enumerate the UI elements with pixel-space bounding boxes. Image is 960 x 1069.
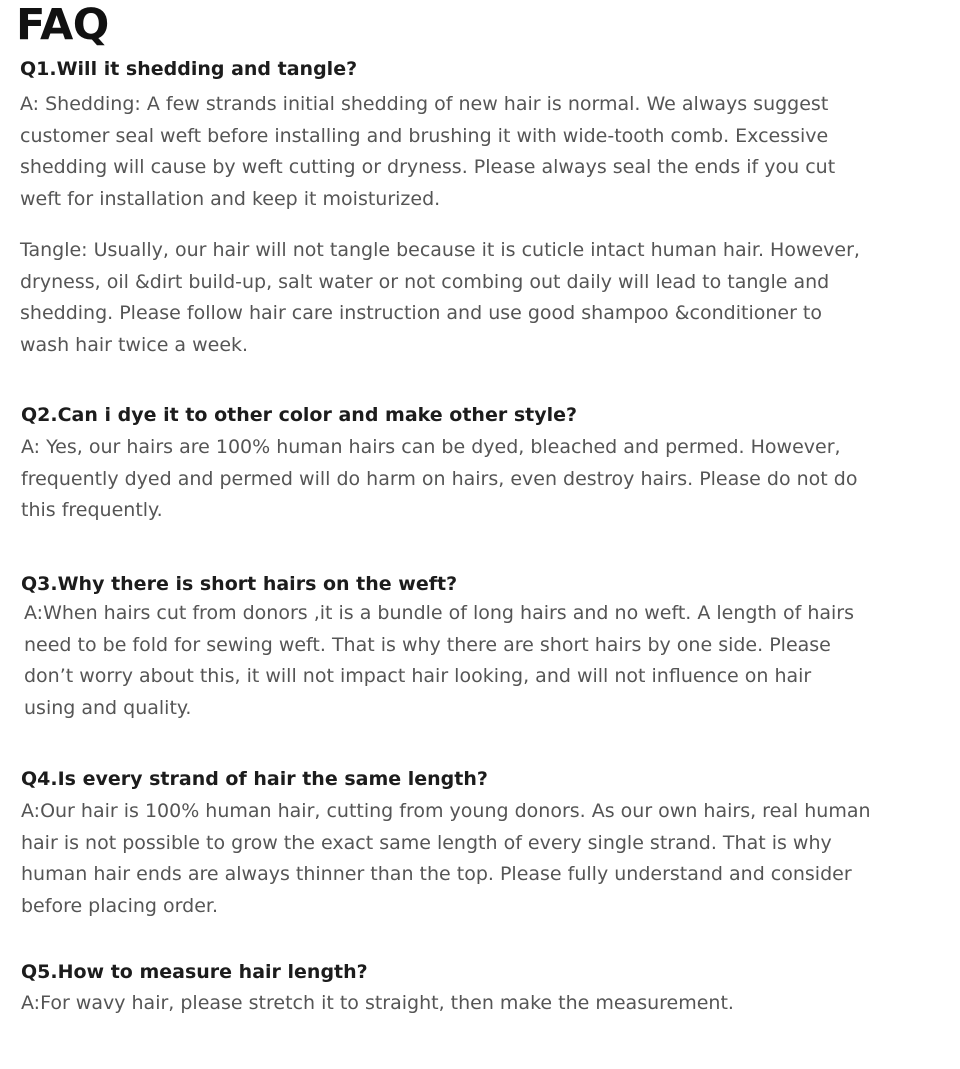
faq-answer-5 xyxy=(21,988,734,1020)
faq-answer-1-shedding xyxy=(20,89,835,215)
answer-line: A: Yes, our hairs are 100% human hairs can be dyed, bleached and permed. However, xyxy=(21,436,841,458)
faq-answer-2 xyxy=(21,432,857,527)
answer-line: before placing order. xyxy=(21,894,218,917)
answer-line: customer seal weft before installing and brushing it with wide-tooth comb. Excessive xyxy=(20,124,829,147)
faq-answer-3 xyxy=(24,598,854,724)
answer-line: don’t worry about this, it will not impact hair looking, and will not influence on hair xyxy=(24,665,812,687)
answer-line: A:Our hair is 100% human hair, cutting from young donors. As our own hairs, real human xyxy=(21,800,871,822)
answer-line: A:For wavy hair, please stretch it to straight, then make the measurement. xyxy=(21,992,734,1014)
page-title: FAQ xyxy=(16,0,109,50)
answer-line: wash hair twice a week. xyxy=(20,333,249,356)
faq-question-5: Q5.How to measure hair length? xyxy=(21,961,368,983)
faq-answer-1-tangle xyxy=(20,235,860,361)
answer-line: human hair ends are always thinner than the top. Please fully understand and consider xyxy=(21,863,852,885)
faq-question-2: Q2.Can i dye it to other color and make other style? xyxy=(21,404,578,426)
answer-line: weft for installation and keep it moisturized. xyxy=(20,187,441,210)
answer-line: using and quality. xyxy=(24,696,192,719)
answer-line: A:When hairs cut from donors ,it is a bundle of long hairs and no weft. A length of hairs xyxy=(24,602,855,624)
answer-line: shedding will cause by weft cutting or dryness. Please always seal the ends if you cut xyxy=(20,156,836,178)
answer-line: frequently dyed and permed will do harm on hairs, even destroy hairs. Please do not do xyxy=(21,467,858,490)
answer-line: Tangle: Usually, our hair will not tangle because it is cuticle intact human hair. However, xyxy=(20,239,860,261)
faq-question-1: Q1.Will it shedding and tangle? xyxy=(20,58,358,80)
answer-line: hair is not possible to grow the exact same length of every single strand. That is why xyxy=(21,831,832,854)
answer-line: need to be fold for sewing weft. That is why there are short hairs by one side. Please xyxy=(24,633,831,656)
answer-line: this frequently. xyxy=(21,499,163,521)
answer-line: A: Shedding: A few strands initial shedding of new hair is normal. We always suggest xyxy=(20,93,829,115)
faq-question-3: Q3.Why there is short hairs on the weft? xyxy=(21,573,458,595)
faq-question-4: Q4.Is every strand of hair the same length? xyxy=(21,768,488,790)
answer-line: dryness, oil &dirt build-up, salt water or not combing out daily will lead to tangle and xyxy=(20,270,830,293)
answer-line: shedding. Please follow hair care instruction and use good shampoo &conditioner to xyxy=(20,302,822,324)
faq-answer-4 xyxy=(21,796,871,922)
